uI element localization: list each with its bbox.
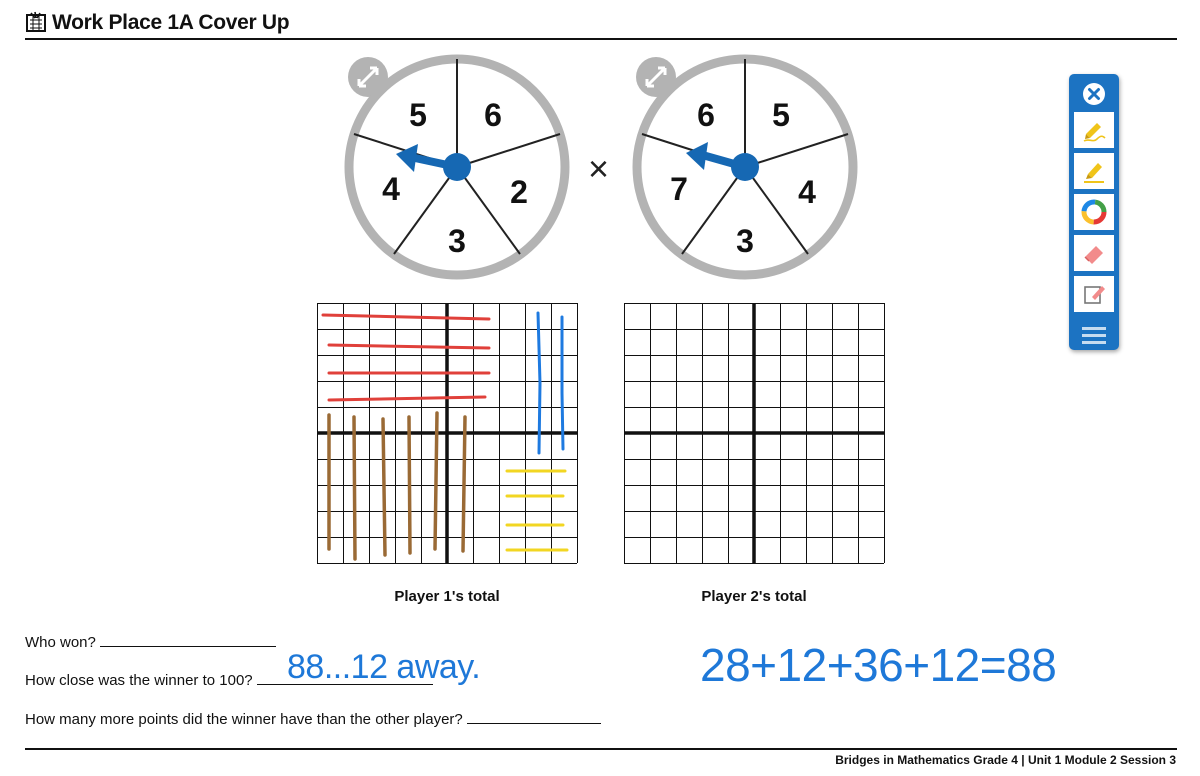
spinner-1-number: 4 — [382, 171, 400, 207]
close-icon[interactable] — [1081, 81, 1107, 107]
question-how-many-more — [25, 709, 601, 728]
handwritten-answer: 88...12 away. — [287, 648, 481, 686]
page-title: Work Place 1A Cover Up — [52, 11, 290, 34]
color-picker-button[interactable] — [1074, 194, 1114, 231]
question-text: How many more points did the winner have than the other player? — [25, 711, 463, 728]
pen-tool-button[interactable] — [1074, 112, 1114, 149]
highlighter-icon — [1080, 157, 1108, 185]
pen-icon — [1080, 116, 1108, 144]
spinner-1-number: 5 — [409, 97, 427, 133]
question-who-won — [25, 632, 276, 651]
spinner-1[interactable] — [330, 50, 590, 290]
player-2-grid[interactable] — [624, 303, 886, 565]
eraser-icon — [1080, 239, 1108, 267]
color-wheel-icon — [1080, 198, 1108, 226]
red-strokes — [323, 315, 489, 400]
question-text: How close was the winner to 100? — [25, 672, 253, 689]
player-2-total-label: Player 2's total — [701, 588, 807, 605]
question-text: Who won? — [25, 634, 96, 651]
spinner-2-number: 4 — [798, 174, 816, 210]
spinner-2-number: 5 — [772, 97, 790, 133]
answer-line[interactable] — [467, 709, 601, 724]
handwritten-equation: 28+12+36+12=88 — [700, 639, 1057, 691]
eraser-tool-button[interactable] — [1074, 235, 1114, 272]
yellow-strokes — [507, 471, 567, 550]
multiply-sign: × — [588, 148, 610, 189]
spinner-1-number: 6 — [484, 97, 502, 133]
header-divider — [25, 38, 1177, 40]
highlighter-tool-button[interactable] — [1074, 153, 1114, 190]
player-1-grid[interactable] — [317, 303, 579, 565]
spinner-1-number: 2 — [510, 174, 528, 210]
player-1-total-label: Player 1's total — [394, 588, 500, 605]
menu-icon[interactable] — [1082, 326, 1106, 344]
spinner-1-number: 3 — [448, 223, 466, 259]
spinner-2[interactable] — [618, 50, 878, 290]
footer-divider — [25, 748, 1177, 750]
annotation-toolbar — [1069, 74, 1119, 350]
answer-line[interactable] — [100, 632, 276, 647]
edit-note-icon — [1080, 280, 1108, 308]
spinner-2-number: 3 — [736, 223, 754, 259]
spinner-2-number: 6 — [697, 97, 715, 133]
note-tool-button[interactable] — [1074, 276, 1114, 313]
footer-text: Bridges in Mathematics Grade 4 | Unit 1 Module 2 Session 3 — [835, 753, 1176, 767]
spinner-2-number: 7 — [670, 171, 688, 207]
work-place-icon — [25, 10, 47, 32]
